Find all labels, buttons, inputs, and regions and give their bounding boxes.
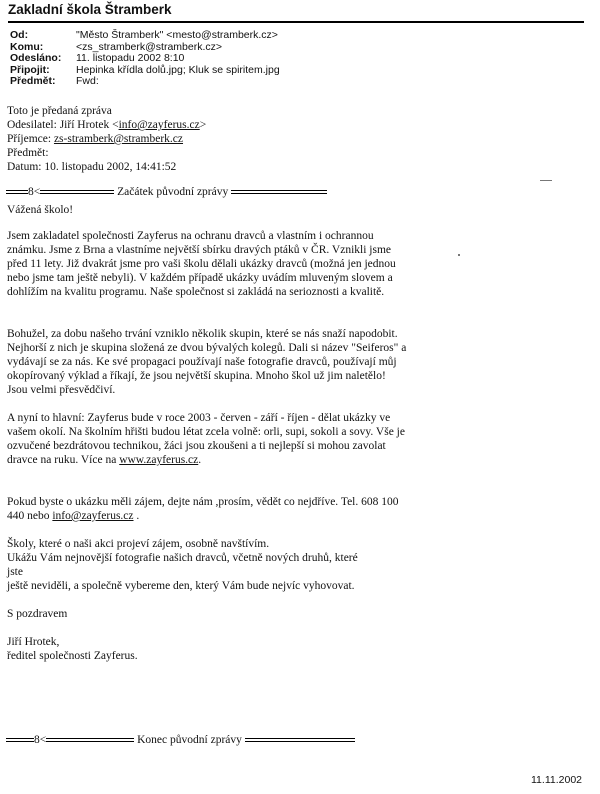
forward-intro: Toto je předaná zpráva — [7, 105, 112, 117]
separator-rule — [6, 738, 34, 742]
header-key: Odesláno: — [10, 52, 62, 64]
paragraph-contact — [7, 495, 407, 523]
paragraph-intro: Jsem zakladatel společnosti Zayferus na ochranu dravců a vlastním i ochrannou známku. Jsme z Brna a vlastníme největší sbírku dravých ptáků v ČR. Vznikli jsme před 11 lety. Již dvakrát jsme pro vaši školu dělali ukázky dravců (možná jen jednou nebo jsme tam ještě nebyli). V každém případě ukázky uvádím mluveným slovem a dohlížím na kvalitu programu. Naše společnost si zakládá na serioznosti a kvalitě. — [7, 230, 396, 298]
paragraph-contact-end: . — [133, 510, 140, 522]
separator-rule — [6, 190, 28, 194]
print-date: 11.11.2002 — [531, 774, 582, 786]
header-key: Komu: — [10, 40, 44, 53]
header-key: Od: — [10, 29, 29, 41]
header-row-subject — [10, 76, 280, 88]
header-value: 11. listopadu 2002 8:10 — [76, 52, 185, 64]
separator-rule — [231, 190, 327, 194]
closing: S pozdravem — [7, 608, 68, 620]
paragraph-imitators: Bohužel, za dobu našeho trvání vzniklo několik skupin, které se nás snaží napodobit. Nejhorší z nich je skupina složená ze dvou bývalých kolegů. Dali si název "Seiferos" a vydávají se za nás. Ke své propagaci používají naše fotografie dravců, používají můj okopírovaný výklad a říkají, že jsou největší skupina. Mnoho škol už jim naletělo! Jsou velmi přesvědčiví. — [7, 328, 407, 396]
header-value: <zs_stramberk@stramberk.cz> — [76, 40, 223, 53]
contact-email-link[interactable]: info@zayferus.cz — [52, 510, 134, 522]
header-row-from — [10, 30, 280, 42]
forward-subject: Předmět: — [7, 147, 49, 159]
signature-title: ředitel společnosti Zayferus. — [7, 650, 138, 662]
scan-speck — [458, 254, 460, 256]
visit-line-3: jste — [7, 566, 23, 578]
page-title: Zakladní škola Štramberk — [8, 2, 172, 17]
separator-label: Začátek původní zprávy — [117, 186, 229, 198]
visit-line-4: ještě neviděli, a společně vybereme den, který Vám bude nejvíc vyhovovat. — [7, 580, 355, 592]
forward-sender — [7, 118, 206, 132]
paragraph-contact-text: Pokud byste o ukázku měli zájem, dejte nám ,prosím, vědět co nejdříve. Tel. 608 100 440 nebo — [7, 496, 399, 522]
separator-label: Konec původní zprávy — [137, 734, 242, 746]
header-row-sent — [10, 53, 280, 65]
visit-line-2: Ukážu Vám nejnovější fotografie našich dravců, včetně nových druhů, které — [7, 552, 358, 564]
separator-rule — [46, 738, 134, 742]
website-link[interactable]: www.zayferus.cz — [119, 454, 199, 466]
paragraph-main-end: . — [198, 454, 202, 466]
header-key: Předmět: — [10, 75, 56, 87]
separator-rule — [40, 190, 114, 194]
scan-speck — [540, 180, 552, 181]
title-rule — [8, 21, 584, 23]
scissors-mark: 8< — [28, 186, 41, 198]
scissors-mark: 8< — [34, 734, 47, 746]
paragraph-main — [7, 411, 407, 467]
header-value: "Město Štramberk" <mesto@stramberk.cz> — [76, 29, 278, 41]
header-value: Hepinka křídla dolů.jpg; Kluk se spiritem.jpg — [76, 63, 280, 76]
signature-name: Jiří Hrotek, — [7, 636, 60, 648]
email-header — [10, 30, 280, 88]
forward-date: Datum: 10. listopadu 2002, 14:41:52 — [7, 161, 177, 173]
visit-line-1: Školy, které o naši akci projeví zájem, osobně navštívím. — [7, 538, 270, 550]
separator-rule — [245, 738, 355, 742]
sender-email-link[interactable]: info@zayferus.cz — [118, 119, 200, 131]
greeting: Vážená školo! — [7, 204, 74, 216]
original-message-start — [6, 185, 327, 199]
recipient-email-link[interactable]: zs-stramberk@stramberk.cz — [53, 133, 184, 145]
original-message-end — [6, 733, 355, 747]
forward-sender-label: Odesilatel: Jiří Hrotek < — [7, 119, 119, 131]
header-value: Fwd: — [76, 75, 99, 87]
forward-sender-end: > — [199, 119, 207, 131]
forward-recipient-label: Příjemce: — [7, 133, 54, 145]
header-key: Připojit: — [10, 63, 50, 76]
paragraph-main-text: A nyní to hlavní: Zayferus bude v roce 2003 - červen - září - říjen - dělat ukázky ve vašem okolí. Na školním hřišti budou létat zcela volně: orli, supi, sokoli a sovy. Vše je ozvučené bezdrátovou technikou, žáci jsou zkoušeni a ti nejlepší si mohou zavolat dravce na ruku. Více na — [7, 412, 405, 466]
forward-recipient — [7, 132, 183, 146]
